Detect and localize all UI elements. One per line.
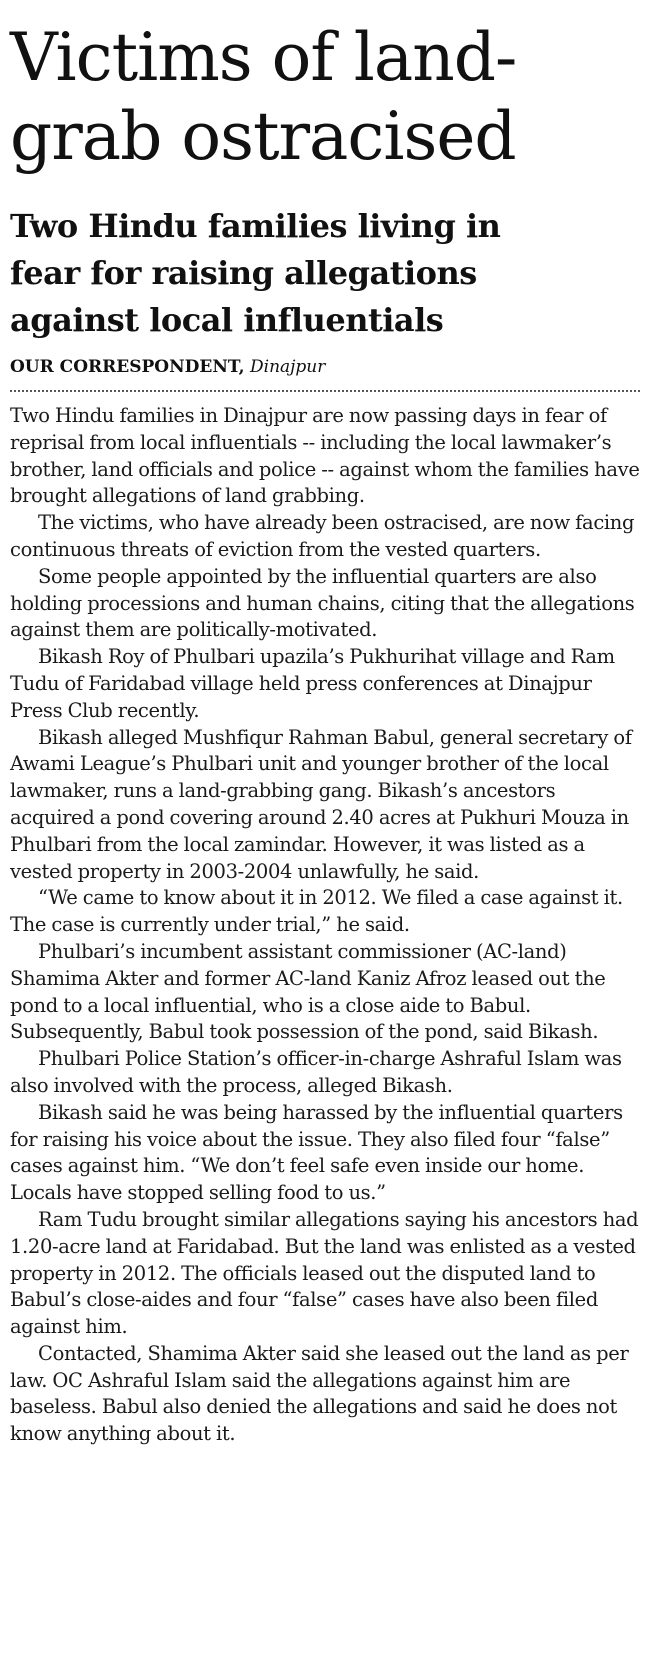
article-body — [10, 403, 640, 1448]
paragraph: Bikash alleged Mushfiqur Rahman Babul, general secretary of Awami League’s Phulbari unit and younger brother of the local lawmaker, runs a land-grabbing gang. Bikash’s ancestors acquired a pond covering around 2.40 acres at Pukhuri Mouza in Phulbari from the local zamindar. However, it was listed as a vested property in 2003-2004 unlawfully, he said. — [10, 725, 632, 883]
paragraph: The victims, who have already been ostracised, are now facing continuous threats of eviction from the vested quarters. — [10, 511, 635, 561]
headline-line-1: Victims of land- — [10, 19, 517, 96]
paragraph: Bikash Roy of Phulbari upazila’s Pukhurihat village and Ram Tudu of Faridabad village held press conferences at Dinajpur Press Club recently. — [10, 645, 615, 722]
paragraph: Two Hindu families in Dinajpur are now passing days in fear of reprisal from local influentials -- including the local lawmaker’s brother, land officials and police -- against whom the families have brought allegations of land grabbing. — [10, 404, 640, 508]
byline-location: Dinajpur — [250, 357, 326, 377]
subheadline-line-2: fear for raising allegations — [10, 254, 477, 292]
paragraph: Ram Tudu brought similar allegations saying his ancestors had 1.20-acre land at Faridabad. But the land was enlisted as a vested property in 2012. The officials leased out the disputed land to Babul’s close-aides and four “false” cases have also been filed against him. — [10, 1207, 639, 1339]
paragraph: Phulbari’s incumbent assistant commissioner (AC-land) Shamima Akter and former AC-land Kaniz Afroz leased out the pond to a local influential, who is a close aide to Babul. Subsequently, Babul took possession of the pond, said Bikash. — [10, 939, 606, 1044]
headline-line-2: grab ostracised — [10, 98, 516, 175]
paragraph: Phulbari Police Station’s officer-in-charge Ashraful Islam was also involved with the process, alleged Bikash. — [10, 1047, 622, 1097]
headline — [10, 18, 640, 176]
byline — [10, 356, 640, 378]
subheadline-line-3: against local influentials — [10, 301, 444, 339]
paragraph: Bikash said he was being harassed by the influential quarters for raising his voice about the issue. They also filed four “false” cases against him. “We don’t feel safe even inside our home. Locals have stopped selling food to us.” — [10, 1100, 623, 1205]
paragraph: “We came to know about it in 2012. We filed a case against it. The case is currently under trial,” he said. — [10, 886, 623, 937]
paragraph: Some people appointed by the influential quarters are also holding processions and human chains, citing that the allegations against them are politically-motivated. — [10, 564, 635, 642]
byline-author: OUR CORRESPONDENT, — [10, 357, 245, 377]
subheadline — [10, 203, 640, 344]
paragraph: Contacted, Shamima Akter said she leased out the land as per law. OC Ashraful Islam said the allegations against him are baseless. Babul also denied the allegations and said he does not know anything about it. — [10, 1341, 629, 1446]
subheadline-line-1: Two Hindu families living in — [10, 207, 501, 245]
dotted-divider — [10, 390, 640, 392]
